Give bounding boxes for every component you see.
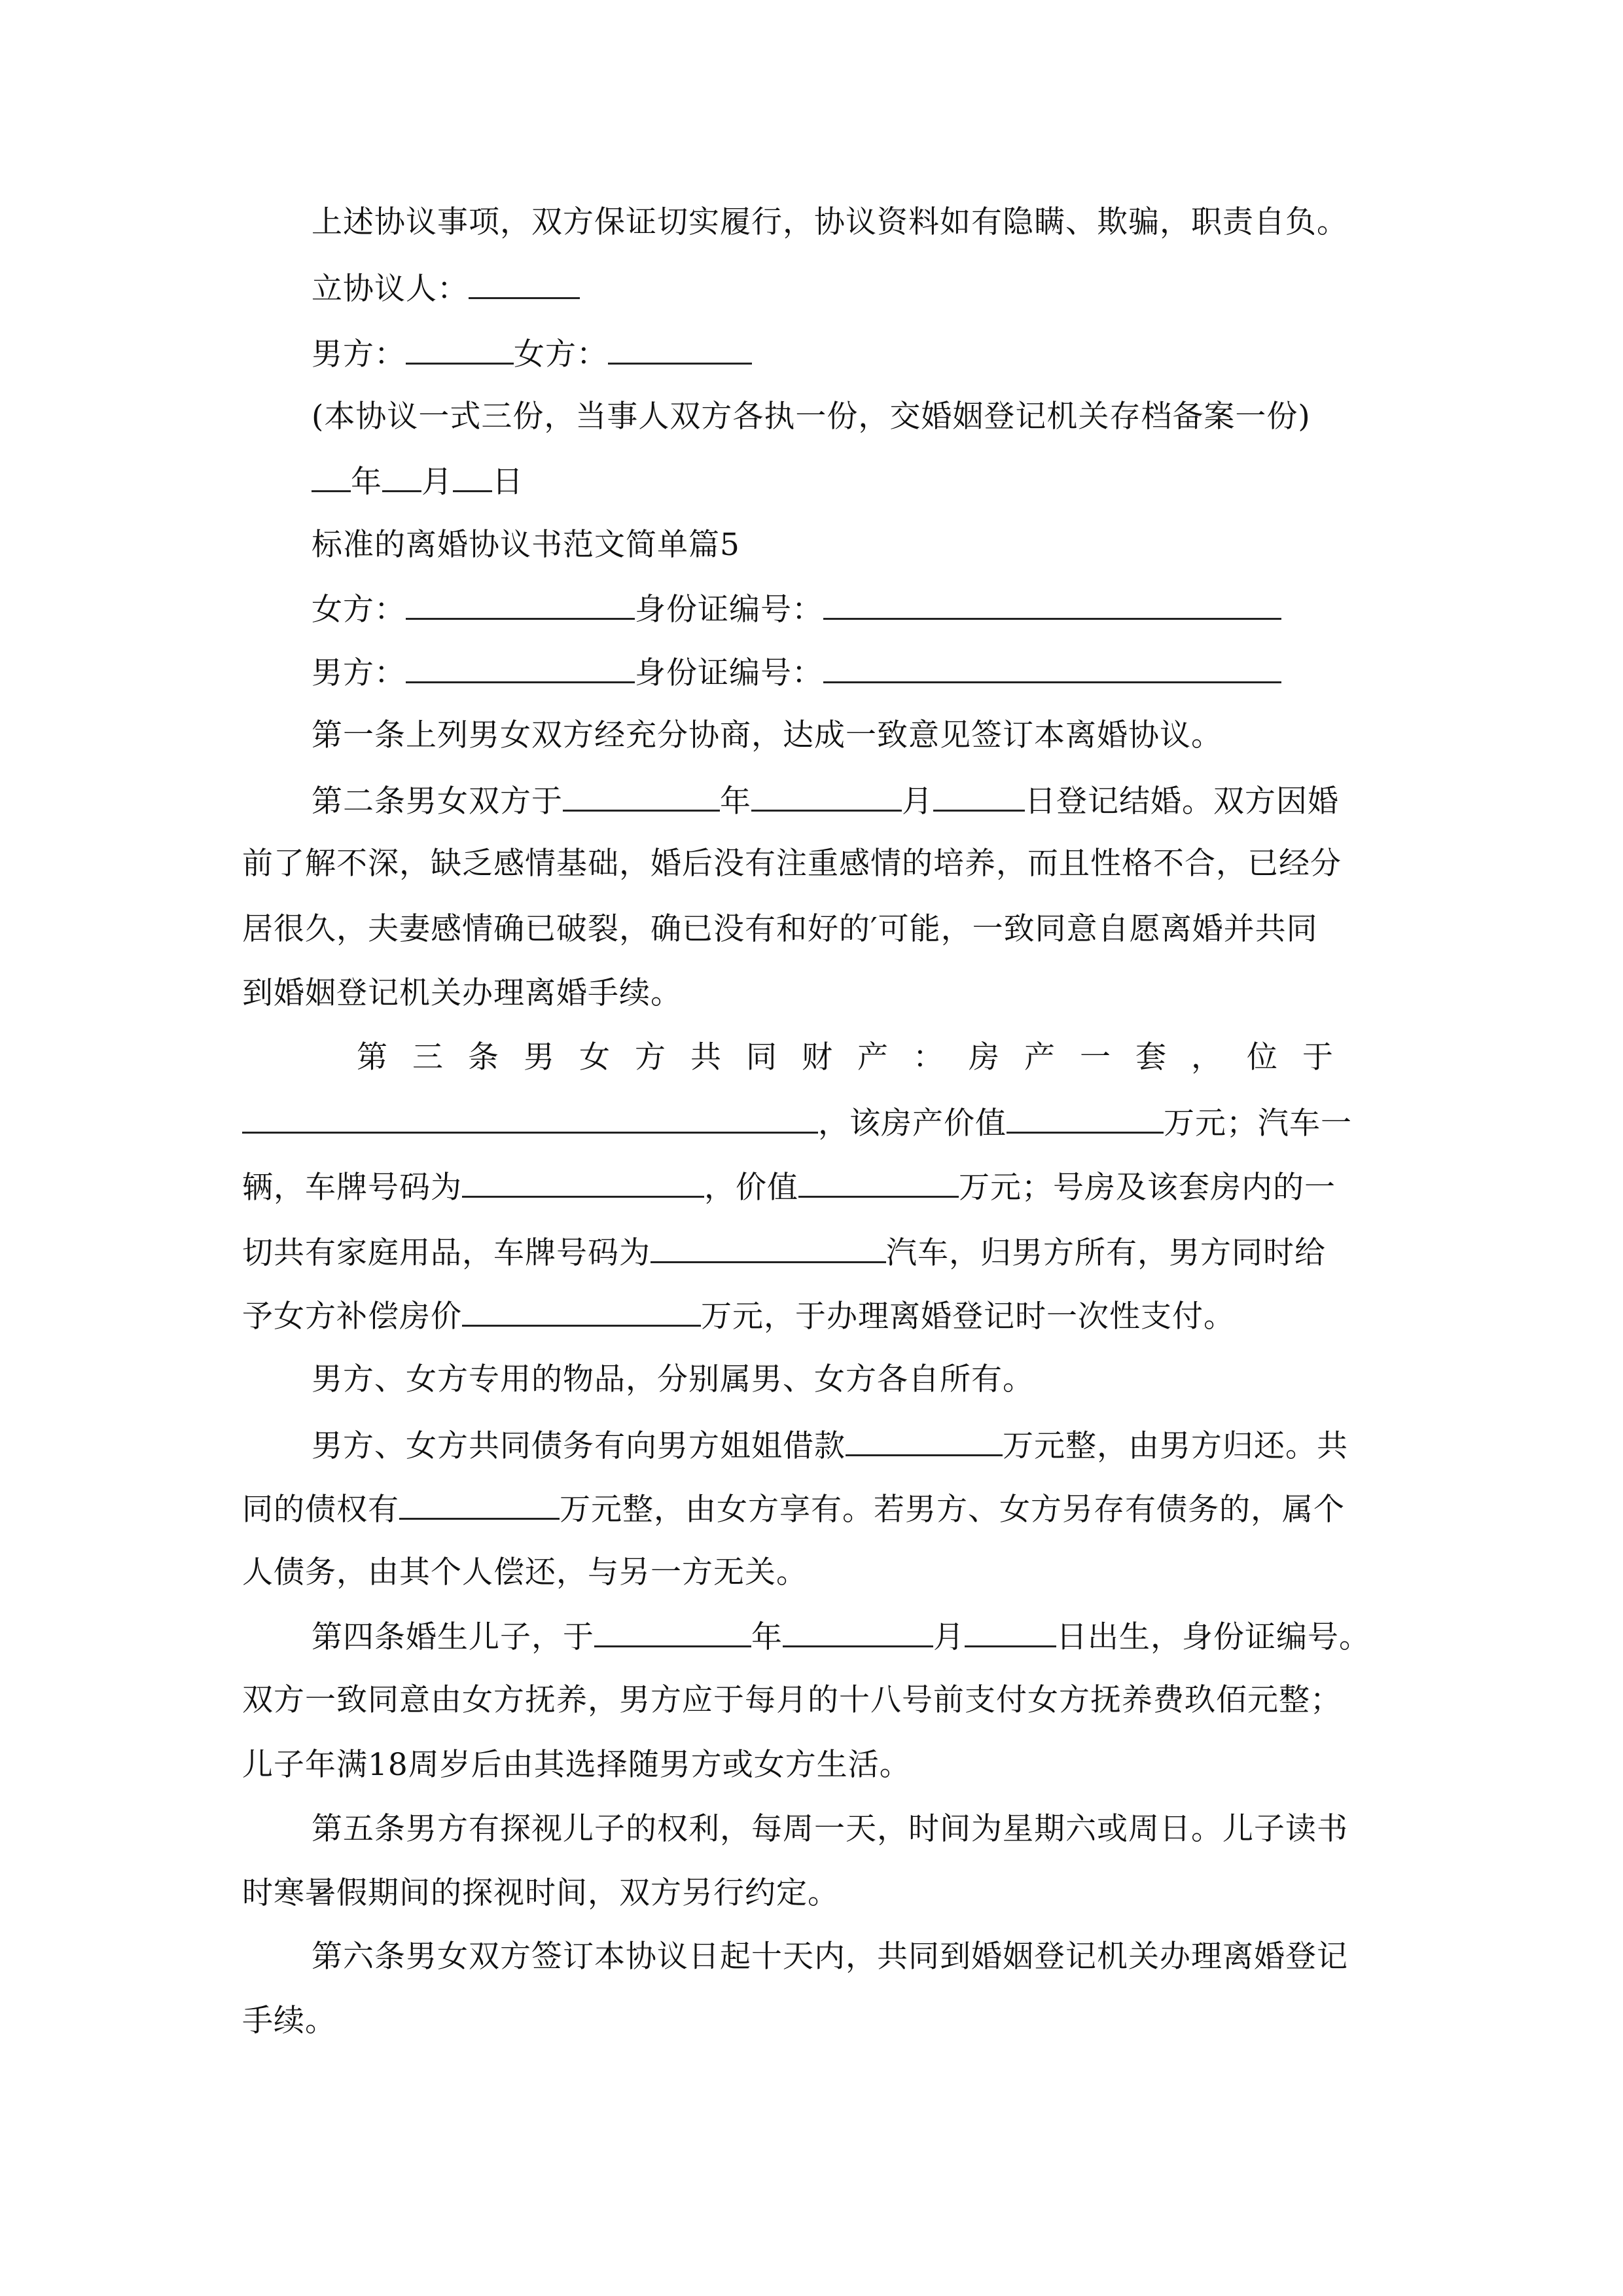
text-line: 男方、女方专用的物品，分别属男、女方各自所有。 bbox=[312, 1361, 1034, 1397]
female-blank bbox=[608, 334, 752, 365]
parties-line bbox=[312, 334, 752, 374]
text-span: 万元；汽车一 bbox=[1164, 1105, 1352, 1141]
female-name-blank bbox=[406, 589, 635, 620]
year-label: 年 bbox=[351, 464, 382, 500]
copies-note: (本协议一式三份，当事人双方各执一份，交婚姻登记机关存档备案一份) bbox=[312, 399, 1311, 435]
blank bbox=[563, 781, 720, 812]
text-line bbox=[312, 1426, 1348, 1466]
male-id-line bbox=[312, 653, 1281, 693]
female-id-line bbox=[312, 589, 1281, 630]
section-title: 标准的离婚协议书范文简单篇5 bbox=[312, 527, 740, 563]
text-span: 万元，于办理离婚登记时一次性支付。 bbox=[701, 1299, 1235, 1335]
address-blank bbox=[242, 1103, 818, 1134]
text-span: 年 bbox=[751, 1619, 783, 1655]
text-line bbox=[242, 1232, 1326, 1273]
female-label: 女方： bbox=[514, 336, 608, 372]
article-3-heading: 第三条男女方共同财产：房产一套，位于 bbox=[357, 1039, 1358, 1075]
text-span: 辆，车牌号码为 bbox=[242, 1170, 462, 1206]
blank bbox=[399, 1489, 560, 1520]
male-label: 男方： bbox=[312, 336, 406, 372]
text-span: 万元整，由男方归还。共 bbox=[1003, 1428, 1348, 1464]
text-span: 予女方补偿房价 bbox=[242, 1299, 462, 1335]
text-line: 手续。 bbox=[242, 2003, 336, 2039]
text-span: 日出生，身份证编号。 bbox=[1056, 1619, 1370, 1655]
text-span: 同的债权有 bbox=[242, 1492, 399, 1528]
text-span: 月 bbox=[902, 783, 933, 819]
text-line bbox=[242, 1103, 1352, 1143]
article-2-line bbox=[312, 781, 1339, 821]
male-name-blank bbox=[406, 653, 635, 683]
male-id-blank bbox=[823, 653, 1281, 683]
blank bbox=[783, 1617, 933, 1647]
text-line: 到婚姻登记机关办理离婚手续。 bbox=[242, 975, 682, 1011]
text-line bbox=[242, 1296, 1235, 1336]
blank bbox=[846, 1426, 1003, 1456]
text-span: 万元整，由女方享有。若男方、女方另存有债务的，属个 bbox=[560, 1492, 1345, 1528]
signatory-blank bbox=[469, 268, 580, 299]
blank bbox=[462, 1167, 704, 1198]
blank bbox=[965, 1617, 1056, 1647]
blank bbox=[1007, 1103, 1164, 1134]
signatory-label: 立协议人： bbox=[312, 271, 469, 307]
text-span: ，该房产价值 bbox=[818, 1105, 1007, 1141]
text-span: 第二条男女双方于 bbox=[312, 783, 563, 819]
text-line bbox=[242, 1489, 1345, 1530]
text-span: 万元；号房及该套房内的一 bbox=[959, 1170, 1336, 1206]
article-5: 第五条男方有探视儿子的权利，每周一天，时间为星期六或周日。儿子读书 bbox=[312, 1811, 1348, 1847]
text-line: 儿子年满18周岁后由其选择随男方或女方生活。 bbox=[242, 1747, 911, 1783]
blank bbox=[462, 1296, 701, 1327]
text-span: 月 bbox=[933, 1619, 965, 1655]
blank bbox=[594, 1617, 751, 1647]
female-id-blank bbox=[823, 589, 1281, 620]
text-span: 日登记结婚。双方因婚 bbox=[1025, 783, 1339, 819]
blank bbox=[651, 1232, 886, 1263]
text-span: 第四条婚生儿子，于 bbox=[312, 1619, 594, 1655]
text-span: 年 bbox=[720, 783, 751, 819]
male-label: 男方： bbox=[312, 655, 406, 691]
article-6: 第六条男女双方签订本协议日起十天内，共同到婚姻登记机关办理离婚登记 bbox=[312, 1939, 1348, 1975]
text-line: 上述协议事项，双方保证切实履行，协议资料如有隐瞒、欺骗，职责自负。 bbox=[312, 204, 1348, 240]
month-label: 月 bbox=[421, 464, 453, 500]
text-line: 双方一致同意由女方抚养，男方应于每月的十八号前支付女方抚养费玖佰元整； bbox=[242, 1682, 1342, 1718]
male-id-label: 身份证编号： bbox=[635, 655, 823, 691]
text-line bbox=[242, 1167, 1336, 1208]
female-id-label: 身份证编号： bbox=[635, 592, 823, 628]
text-span: 男方、女方共同债务有向男方姐姐借款 bbox=[312, 1428, 846, 1464]
article-1: 第一条上列男女双方经充分协商，达成一致意见签订本离婚协议。 bbox=[312, 717, 1222, 753]
text-line: 人债务，由其个人偿还，与另一方无关。 bbox=[242, 1554, 808, 1590]
signatory-line bbox=[312, 268, 580, 309]
text-line: 前了解不深，缺乏感情基础，婚后没有注重感情的培养，而且性格不合，已经分 bbox=[242, 846, 1342, 882]
month-blank bbox=[382, 461, 421, 492]
day-label: 日 bbox=[492, 464, 524, 500]
blank bbox=[933, 781, 1025, 812]
text-span: ，价值 bbox=[704, 1170, 798, 1206]
text-span: 汽车，归男方所有，男方同时给 bbox=[886, 1235, 1326, 1271]
day-blank bbox=[453, 461, 492, 492]
text-line: 居很久，夫妻感情确已破裂，确已没有和好的′可能，一致同意自愿离婚并共同 bbox=[242, 911, 1318, 947]
text-span: 切共有家庭用品，车牌号码为 bbox=[242, 1235, 651, 1271]
date-line bbox=[312, 461, 524, 502]
blank bbox=[751, 781, 902, 812]
text-line: 时寒暑假期间的探视时间，双方另行约定。 bbox=[242, 1875, 839, 1911]
male-blank bbox=[406, 334, 514, 365]
female-label: 女方： bbox=[312, 592, 406, 628]
blank bbox=[798, 1167, 959, 1198]
year-blank bbox=[312, 461, 351, 492]
article-4-line bbox=[312, 1617, 1370, 1657]
